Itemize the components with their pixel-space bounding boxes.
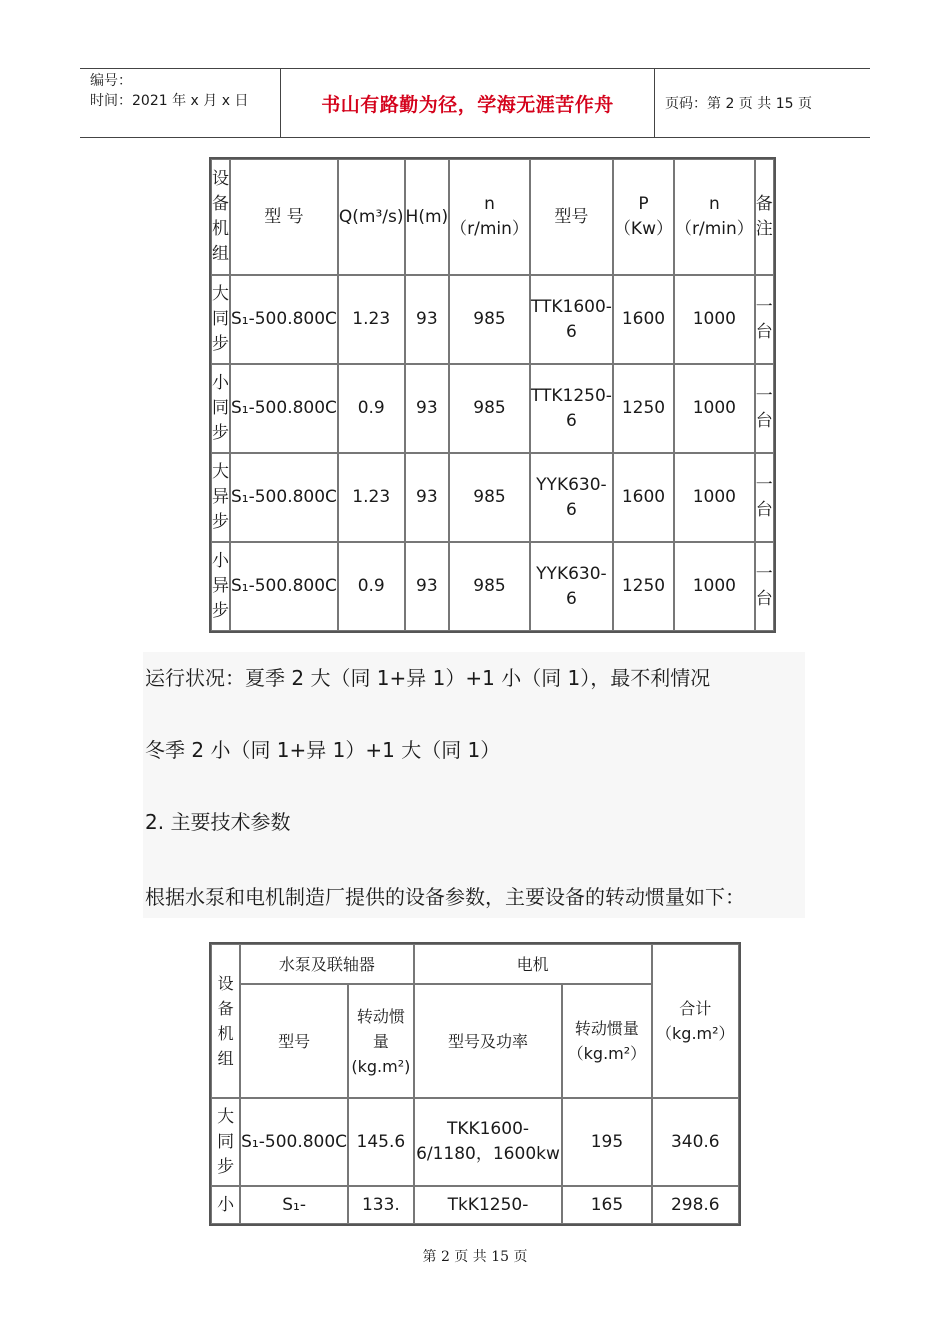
table-row [211, 542, 774, 631]
table-cell: 165 [562, 1186, 651, 1224]
table-cell: S₁-500.800C [240, 1098, 348, 1186]
header-cell: 型号及功率 [414, 984, 563, 1098]
table-cell: 195 [562, 1098, 651, 1186]
table-cell: S₁-500.800C [230, 453, 338, 542]
header-cell: n（r/min） [674, 159, 755, 275]
inertia-intro [143, 858, 805, 918]
table-cell: 133. [348, 1186, 414, 1224]
table-cell: 0.9 [338, 542, 405, 631]
heading-text: 2. 主要技术参数 [145, 810, 291, 834]
table-cell: 大同步 [211, 275, 230, 364]
header-cell: 型 号 [230, 159, 338, 275]
inertia-table [209, 942, 741, 1226]
header-cell: H(m) [405, 159, 450, 275]
header-cell: 合计（kg.m²） [652, 944, 739, 1098]
table-header-row [211, 159, 774, 275]
paragraph-text: 运行状况：夏季 2 大（同 1+异 1）+1 小（同 1），最不利情况 [145, 666, 711, 690]
table-cell: 一台 [755, 364, 774, 453]
equipment-table [209, 157, 776, 633]
table-row [211, 1098, 739, 1186]
table-cell: 1000 [674, 364, 755, 453]
table-cell: 298.6 [652, 1186, 739, 1224]
header-cell: 型号 [240, 984, 348, 1098]
table-cell: 1000 [674, 542, 755, 631]
table-cell: 985 [449, 542, 530, 631]
table-cell: 1000 [674, 453, 755, 542]
header-meta [80, 69, 280, 139]
table-cell: 1250 [613, 364, 674, 453]
paragraph-text: 冬季 2 小（同 1+异 1）+1 大（同 1） [145, 738, 501, 762]
table-cell: 小同步 [211, 364, 230, 453]
table-cell: S₁-500.800C [230, 364, 338, 453]
table-cell: 1.23 [338, 275, 405, 364]
table-cell: YYK630-6 [530, 542, 613, 631]
table-cell: TTK1250-6 [530, 364, 613, 453]
header-cell: 设备机组 [211, 944, 240, 1098]
table-cell: 93 [405, 542, 450, 631]
table-cell: 93 [405, 275, 450, 364]
table-cell: 一台 [755, 453, 774, 542]
operation-status-summer [143, 652, 805, 711]
table-row [211, 364, 774, 453]
header-page-info: 页码：第 2 页 共 15 页 [665, 96, 812, 112]
table-cell: 1600 [613, 275, 674, 364]
table-cell: 93 [405, 364, 450, 453]
header-cell: 电机 [414, 944, 652, 984]
table-cell: 985 [449, 364, 530, 453]
header-cell: 水泵及联轴器 [240, 944, 414, 984]
header-cell: 转动惯量（kg.m²） [562, 984, 651, 1098]
table-cell: 145.6 [348, 1098, 414, 1186]
section-heading [143, 785, 805, 858]
header-cell: 设备机组 [211, 159, 230, 275]
header-cell: 转动惯量(kg.m²) [348, 984, 414, 1098]
table-cell: TkK1250- [414, 1186, 563, 1224]
table-cell: 985 [449, 275, 530, 364]
table-cell: 1250 [613, 542, 674, 631]
table-cell: 985 [449, 453, 530, 542]
table-row [211, 453, 774, 542]
table-cell: TTK1600-6 [530, 275, 613, 364]
table-cell: YYK630-6 [530, 453, 613, 542]
header-cell: P（Kw） [613, 159, 674, 275]
header-motto: 书山有路勤为径，学海无涯苦作舟 [321, 93, 614, 116]
header-motto-cell [280, 69, 655, 137]
header-cell: Q(m³/s) [338, 159, 405, 275]
table-cell: S₁- [240, 1186, 348, 1224]
table-cell: 93 [405, 453, 450, 542]
table-cell: 1.23 [338, 453, 405, 542]
page-footer: 第 2 页 共 15 页 [422, 1249, 528, 1265]
table-cell: 0.9 [338, 364, 405, 453]
table-cell: 1600 [613, 453, 674, 542]
table-cell: S₁-500.800C [230, 275, 338, 364]
header-cell: 型号 [530, 159, 613, 275]
header-cell: n（r/min） [449, 159, 530, 275]
paragraph-text: 根据水泵和电机制造厂提供的设备参数，主要设备的转动惯量如下： [145, 885, 745, 909]
table-cell: 340.6 [652, 1098, 739, 1186]
header-cell: 备注 [755, 159, 774, 275]
table-cell: 大同步 [211, 1098, 240, 1186]
table-cell: 小 [211, 1186, 240, 1224]
table-header-row [211, 944, 739, 984]
table-cell: 大异步 [211, 453, 230, 542]
table-row [211, 1186, 739, 1224]
table-cell: 小异步 [211, 542, 230, 631]
table-cell: TKK1600-6/1180，1600kw [414, 1098, 563, 1186]
doc-number-label: 编号： [90, 73, 132, 89]
table-cell: 1000 [674, 275, 755, 364]
table-cell: 一台 [755, 275, 774, 364]
operation-status-winter [143, 711, 805, 785]
table-cell: 一台 [755, 542, 774, 631]
table-row [211, 275, 774, 364]
table-cell: S₁-500.800C [230, 542, 338, 631]
doc-time-label: 时间：2021 年 x 月 x 日 [90, 93, 249, 109]
page-header [80, 68, 870, 138]
